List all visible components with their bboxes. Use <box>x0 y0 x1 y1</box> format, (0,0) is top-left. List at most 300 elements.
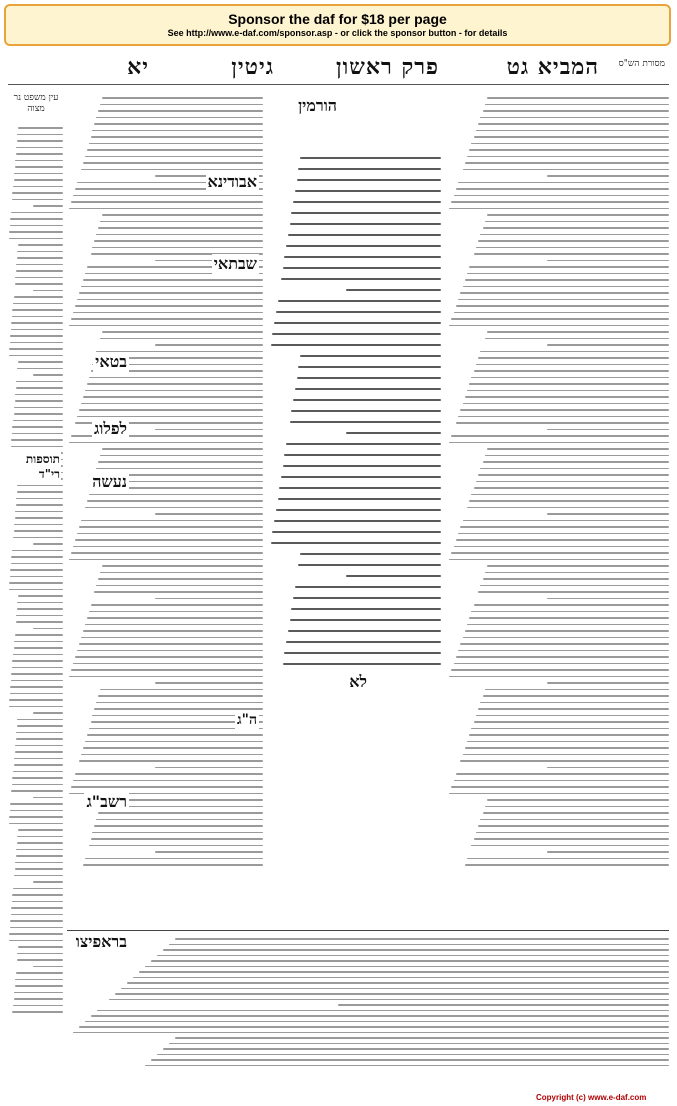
text-line <box>71 201 263 203</box>
header-chapter: פרק ראשון <box>336 54 439 80</box>
text-line <box>87 500 263 502</box>
text-line <box>467 156 669 158</box>
text-line <box>71 318 263 320</box>
text-line <box>469 383 669 385</box>
text-line <box>286 245 441 247</box>
text-line <box>16 381 63 383</box>
text-line <box>85 156 263 158</box>
text-line <box>16 732 63 734</box>
text-line <box>15 166 63 168</box>
text-line <box>96 819 263 821</box>
text-line <box>33 628 63 630</box>
text-line <box>83 747 263 749</box>
text-line <box>73 1032 669 1034</box>
text-line <box>151 960 669 962</box>
text-line <box>298 564 441 566</box>
text-line <box>547 260 669 262</box>
header-rule <box>8 84 669 85</box>
page-number: יא <box>127 54 149 80</box>
text-line <box>175 1037 669 1039</box>
text-line <box>478 240 669 242</box>
text-line <box>163 949 669 951</box>
text-line <box>81 520 263 522</box>
text-line <box>155 513 263 515</box>
text-line <box>279 487 441 489</box>
text-line <box>12 316 63 318</box>
text-line <box>77 533 263 535</box>
text-line <box>456 188 669 190</box>
text-line <box>75 539 263 541</box>
text-line <box>483 227 669 229</box>
text-line <box>98 695 263 697</box>
text-line <box>163 1048 669 1050</box>
text-line <box>169 944 669 946</box>
text-line <box>169 1043 669 1045</box>
text-line <box>13 420 63 422</box>
text-line <box>15 985 63 987</box>
text-line <box>155 682 263 684</box>
text-line <box>133 977 669 979</box>
text-line <box>474 838 669 840</box>
text-line <box>451 435 669 437</box>
text-line <box>467 741 669 743</box>
text-line <box>478 123 669 125</box>
text-line <box>12 894 63 896</box>
text-line <box>89 845 263 847</box>
text-line <box>274 322 441 324</box>
text-line <box>9 348 63 350</box>
text-line <box>467 273 669 275</box>
text-line <box>9 816 63 818</box>
text-line <box>547 175 669 177</box>
text-line <box>293 597 441 599</box>
text-line <box>471 494 669 496</box>
text-line <box>10 920 63 922</box>
text-line <box>271 344 441 346</box>
text-line <box>13 771 63 773</box>
text-line <box>157 955 669 957</box>
text-line <box>12 660 63 662</box>
catchword-10: בראפיצו <box>75 932 127 951</box>
text-line <box>127 982 669 984</box>
text-line <box>11 914 63 916</box>
text-line <box>288 630 441 632</box>
text-line <box>483 110 669 112</box>
lower-divider <box>67 930 669 931</box>
text-line <box>10 569 63 571</box>
text-line <box>290 223 441 225</box>
text-line <box>12 550 63 552</box>
text-line <box>293 201 441 203</box>
text-line <box>14 758 63 760</box>
text-line <box>14 641 63 643</box>
text-line <box>15 634 63 636</box>
text-line <box>10 335 63 337</box>
text-line <box>16 387 63 389</box>
text-line <box>300 157 441 159</box>
text-line <box>92 247 263 249</box>
tosafot-rid-label: תוספות רי"ד <box>8 452 61 482</box>
text-line <box>18 829 63 831</box>
text-line <box>467 390 669 392</box>
text-line <box>478 357 669 359</box>
text-line <box>458 533 669 535</box>
text-line <box>17 368 63 370</box>
text-line <box>474 487 669 489</box>
text-line <box>449 442 669 444</box>
text-line <box>15 751 63 753</box>
text-line <box>98 812 263 814</box>
lower-commentary <box>67 934 669 1082</box>
text-line <box>476 832 669 834</box>
text-line <box>346 289 441 291</box>
text-line <box>10 693 63 695</box>
text-line <box>272 531 441 533</box>
text-line <box>16 972 63 974</box>
text-line <box>476 130 669 132</box>
text-line <box>458 650 669 652</box>
text-line <box>485 455 669 457</box>
ein-mishpat-label: עין משפט נר מצוה <box>13 93 59 114</box>
text-line <box>14 524 63 526</box>
text-line <box>89 377 263 379</box>
text-line <box>11 556 63 558</box>
text-line <box>33 205 63 207</box>
text-line <box>12 426 63 428</box>
text-line <box>87 734 263 736</box>
gemara-lines <box>269 157 441 668</box>
text-line <box>456 422 669 424</box>
text-line <box>469 617 669 619</box>
text-line <box>483 695 669 697</box>
text-line <box>480 351 669 353</box>
text-line <box>15 517 63 519</box>
copyright-note[interactable]: Copyright (c) www.e-daf.com <box>536 1093 647 1102</box>
text-line <box>11 680 63 682</box>
text-line <box>102 448 263 450</box>
text-line <box>81 169 263 171</box>
text-line <box>13 1005 63 1007</box>
text-line <box>79 409 263 411</box>
text-line <box>463 637 669 639</box>
text-line <box>451 201 669 203</box>
text-line <box>297 377 441 379</box>
text-line <box>15 979 63 981</box>
text-line <box>465 630 669 632</box>
text-line <box>17 836 63 838</box>
text-line <box>16 615 63 617</box>
text-line <box>11 212 63 214</box>
text-line <box>295 388 441 390</box>
text-line <box>9 706 63 708</box>
text-line <box>109 999 669 1001</box>
text-line <box>75 305 263 307</box>
outer-column <box>8 122 63 1082</box>
text-line <box>10 810 63 812</box>
text-line <box>75 773 263 775</box>
text-line <box>14 992 63 994</box>
text-line <box>11 790 63 792</box>
text-line <box>13 654 63 656</box>
text-line <box>476 247 669 249</box>
text-line <box>15 868 63 870</box>
text-line <box>83 162 263 164</box>
text-line <box>98 110 263 112</box>
text-line <box>474 604 669 606</box>
text-line <box>471 377 669 379</box>
text-line <box>14 530 64 532</box>
text-line <box>33 290 63 292</box>
text-line <box>467 624 669 626</box>
text-line <box>151 1059 669 1061</box>
lower-lines <box>67 938 669 1082</box>
text-line <box>18 361 63 363</box>
text-line <box>469 500 669 502</box>
text-line <box>460 760 669 762</box>
text-line <box>15 283 63 285</box>
catchword-8: ה"ג <box>237 712 257 728</box>
text-line <box>14 296 64 298</box>
sponsor-subtitle[interactable]: See http://www.e-daf.com/sponsor.asp - or click the sponsor button - for details <box>167 28 508 38</box>
text-line <box>14 173 63 175</box>
text-line <box>15 400 63 402</box>
text-line <box>454 663 669 665</box>
text-line <box>73 195 263 197</box>
text-line <box>449 676 669 678</box>
text-line <box>295 190 441 192</box>
text-line <box>286 641 441 643</box>
text-line <box>115 993 669 995</box>
text-line <box>11 329 63 331</box>
text-line <box>465 864 669 866</box>
catchword-3: שבתאי <box>213 254 257 273</box>
text-line <box>12 784 63 786</box>
text-line <box>291 410 441 412</box>
text-line <box>458 299 669 301</box>
text-line <box>467 507 669 509</box>
text-line <box>102 97 263 99</box>
text-line <box>85 741 263 743</box>
header-title-right: המביא גט <box>506 54 599 80</box>
sponsor-banner[interactable] <box>4 4 671 46</box>
text-line <box>81 637 263 639</box>
text-line <box>11 446 63 448</box>
text-line <box>276 509 441 511</box>
text-line <box>485 221 669 223</box>
text-line <box>458 182 669 184</box>
text-line <box>547 682 669 684</box>
text-line <box>547 513 669 515</box>
text-line <box>9 355 63 357</box>
text-line <box>69 442 263 444</box>
text-line <box>10 218 63 220</box>
text-line <box>14 407 63 409</box>
text-line <box>11 563 63 565</box>
text-line <box>12 901 63 903</box>
text-line <box>89 494 263 496</box>
text-line <box>485 338 669 340</box>
text-line <box>18 595 63 597</box>
sponsor-title[interactable]: Sponsor the daf for $18 per page <box>228 11 447 27</box>
text-line <box>281 278 441 280</box>
text-line <box>79 1026 669 1028</box>
text-line <box>12 433 63 435</box>
text-line <box>155 851 263 853</box>
text-line <box>10 927 63 929</box>
text-line <box>16 498 63 500</box>
text-line <box>12 199 63 201</box>
text-line <box>17 251 63 253</box>
text-line <box>467 858 669 860</box>
text-line <box>483 578 669 580</box>
text-line <box>12 777 63 779</box>
text-line <box>16 738 63 740</box>
text-line <box>15 160 63 162</box>
text-line <box>17 953 63 955</box>
text-line <box>454 780 669 782</box>
text-line <box>346 575 441 577</box>
text-line <box>460 526 669 528</box>
text-line <box>476 715 669 717</box>
text-line <box>96 702 263 704</box>
text-line <box>94 240 263 242</box>
text-line <box>87 149 263 151</box>
text-line <box>98 578 263 580</box>
text-line <box>17 257 63 259</box>
text-line <box>465 747 669 749</box>
text-line <box>15 745 63 747</box>
text-line <box>474 370 669 372</box>
masoret-label: מסורת הש"ס <box>618 59 665 69</box>
text-line <box>298 366 441 368</box>
text-line <box>487 799 669 801</box>
text-line <box>102 331 263 333</box>
text-line <box>17 719 63 721</box>
rashi-lines <box>447 97 669 928</box>
text-line <box>11 439 63 441</box>
text-line <box>96 585 263 587</box>
text-line <box>81 286 263 288</box>
text-line <box>92 130 263 132</box>
text-line <box>297 179 441 181</box>
text-line <box>485 806 669 808</box>
text-line <box>487 565 669 567</box>
text-line <box>274 520 441 522</box>
text-line <box>10 686 63 688</box>
text-line <box>16 855 63 857</box>
text-line <box>91 1015 669 1017</box>
text-line <box>16 270 63 272</box>
text-line <box>96 117 263 119</box>
text-line <box>85 390 263 392</box>
text-line <box>18 127 63 129</box>
text-line <box>9 231 63 233</box>
text-line <box>69 208 263 210</box>
text-line <box>102 565 263 567</box>
text-line <box>79 643 263 645</box>
text-line <box>69 325 263 327</box>
text-line <box>96 234 263 236</box>
text-line <box>18 244 63 246</box>
text-line <box>155 767 263 769</box>
text-line <box>17 959 63 961</box>
gemara-column <box>269 148 441 668</box>
text-line <box>15 394 63 396</box>
text-line <box>83 630 263 632</box>
text-line <box>13 186 63 188</box>
text-line <box>480 234 669 236</box>
text-line <box>87 383 263 385</box>
text-line <box>17 602 63 604</box>
text-line <box>33 966 63 968</box>
text-line <box>278 498 441 500</box>
text-line <box>155 429 263 431</box>
text-line <box>469 734 669 736</box>
text-line <box>83 279 263 281</box>
text-line <box>17 725 63 727</box>
text-line <box>547 344 669 346</box>
text-line <box>283 465 441 467</box>
text-line <box>79 526 263 528</box>
text-line <box>12 309 63 311</box>
text-line <box>14 875 63 877</box>
rashi-column <box>447 92 669 928</box>
text-line <box>33 881 63 883</box>
text-line <box>288 234 441 236</box>
text-line <box>547 851 669 853</box>
text-line <box>290 619 441 621</box>
text-line <box>451 552 669 554</box>
text-line <box>13 537 63 539</box>
text-line <box>15 511 63 513</box>
text-line <box>478 591 669 593</box>
text-line <box>451 669 669 671</box>
text-line <box>460 643 669 645</box>
text-line <box>100 338 263 340</box>
text-line <box>12 1011 63 1013</box>
text-line <box>102 214 263 216</box>
text-line <box>13 888 63 890</box>
text-line <box>465 279 669 281</box>
text-line <box>454 312 669 314</box>
text-line <box>460 409 669 411</box>
text-line <box>276 311 441 313</box>
text-line <box>284 652 441 654</box>
text-line <box>456 305 669 307</box>
text-line <box>451 318 669 320</box>
catchword-4: בטאי <box>95 352 127 371</box>
text-line <box>15 862 63 864</box>
text-line <box>14 764 64 766</box>
text-line <box>71 552 263 554</box>
text-line <box>121 988 669 990</box>
text-line <box>300 355 441 357</box>
text-line <box>71 669 263 671</box>
text-line <box>485 104 669 106</box>
text-line <box>11 322 63 324</box>
text-line <box>338 1004 669 1006</box>
text-line <box>478 825 669 827</box>
text-line <box>145 966 669 968</box>
text-line <box>295 586 441 588</box>
text-line <box>290 421 441 423</box>
text-line <box>476 481 669 483</box>
text-line <box>284 454 441 456</box>
text-line <box>100 689 263 691</box>
text-line <box>139 971 669 973</box>
text-line <box>11 673 63 675</box>
text-line <box>98 461 263 463</box>
